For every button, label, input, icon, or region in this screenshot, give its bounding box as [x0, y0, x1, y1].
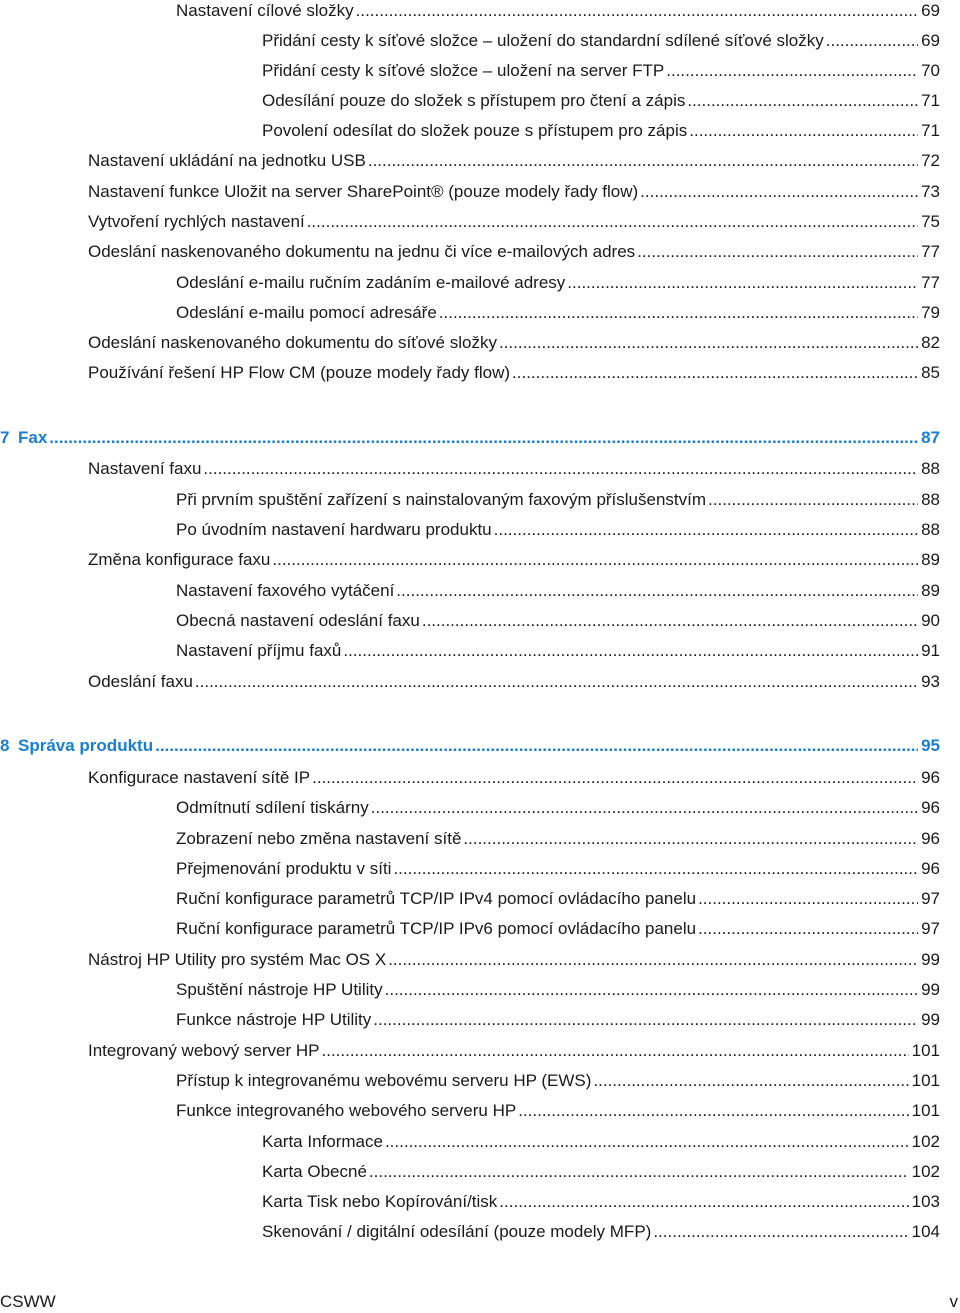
toc-entry[interactable]	[176, 640, 940, 662]
toc-entry[interactable]	[88, 671, 940, 693]
toc-entry-page: 103	[911, 1192, 940, 1211]
dot-leader	[393, 858, 918, 880]
dot-leader	[49, 427, 918, 449]
toc-entry-title: Nástroj HP Utility pro systém Mac OS X	[88, 950, 387, 969]
toc-entry-page: 89	[921, 581, 940, 600]
toc-entry-page: 101	[911, 1101, 940, 1120]
toc-entry-title: Změna konfigurace faxu	[88, 550, 271, 569]
toc-entry-page: 101	[911, 1041, 940, 1060]
toc-entry[interactable]	[176, 858, 940, 880]
toc-entry-title: Nastavení faxu	[88, 459, 202, 478]
toc-entry-title: Při prvním spuštění zařízení s nainstalovaným faxovým příslušenstvím	[176, 490, 707, 509]
toc-entry-title: Nastavení cílové složky	[176, 1, 354, 20]
toc-entry[interactable]	[176, 489, 940, 511]
dot-leader	[203, 458, 918, 480]
toc-entry-title: Přidání cesty k síťové složce – uložení na server FTP	[262, 61, 665, 80]
toc-entry-page: 101	[911, 1071, 940, 1090]
toc-entry-page: 88	[921, 490, 940, 509]
toc-entry-page: 99	[921, 1010, 940, 1029]
dot-leader	[698, 918, 918, 940]
toc-entry-page: 95	[921, 736, 940, 755]
dot-leader	[593, 1070, 908, 1092]
toc-entry-page: 85	[921, 363, 940, 382]
dot-leader	[689, 120, 918, 142]
toc-entry[interactable]	[176, 1070, 940, 1092]
toc-entry-page: 96	[921, 768, 940, 787]
page-number: v	[949, 1292, 958, 1311]
toc-entry-title: Nastavení příjmu faxů	[176, 641, 342, 660]
dot-leader	[272, 549, 918, 571]
toc-entry[interactable]	[262, 90, 940, 112]
toc-entry-title: Integrovaný webový server HP	[88, 1041, 320, 1060]
toc-entry-title: Odeslání e-mailu pomocí adresáře	[176, 303, 437, 322]
toc-entry-page: 72	[921, 151, 940, 170]
toc-entry-page: 102	[911, 1132, 940, 1151]
toc-chapter-entry[interactable]	[0, 735, 940, 757]
dot-leader	[371, 797, 918, 819]
toc-entry[interactable]	[176, 580, 940, 602]
toc-entry[interactable]	[88, 549, 940, 571]
toc-entry[interactable]	[262, 30, 940, 52]
toc-entry-page: 99	[921, 950, 940, 969]
toc-entry[interactable]	[176, 979, 940, 1001]
dot-leader	[195, 671, 918, 693]
toc-entry-title: Přístup k integrovanému webovému serveru HP (EWS)	[176, 1071, 592, 1090]
dot-leader	[312, 767, 918, 789]
toc-entry-page: 99	[921, 980, 940, 999]
toc-entry[interactable]	[176, 797, 940, 819]
toc-entry-title: Skenování / digitální odesílání (pouze modely MFP)	[262, 1222, 652, 1241]
toc-entry-title: Nastavení ukládání na jednotku USB	[88, 151, 366, 170]
toc-entry-page: 102	[911, 1162, 940, 1181]
toc-entry[interactable]	[262, 60, 940, 82]
toc-entry-title: Funkce integrovaného webového serveru HP	[176, 1101, 517, 1120]
toc-entry-page: 88	[921, 520, 940, 539]
toc-entry-title: Obecná nastavení odeslání faxu	[176, 611, 420, 630]
dot-leader	[518, 1100, 908, 1122]
toc-entry-page: 91	[921, 641, 940, 660]
dot-leader	[396, 580, 918, 602]
toc-entry-title: Povolení odesílat do složek pouze s přístupem pro zápis	[262, 121, 688, 140]
toc-chapter-entry[interactable]	[0, 427, 940, 449]
dot-leader	[640, 181, 918, 203]
toc-entry-title: Správa produktu	[18, 736, 154, 755]
dot-leader	[373, 1009, 918, 1031]
toc-entry[interactable]	[88, 949, 940, 971]
toc-entry-page: 69	[921, 31, 940, 50]
footer-label: CSWW	[0, 1292, 56, 1311]
toc-entry-title: Konfigurace nastavení sítě IP	[88, 768, 311, 787]
toc-entry[interactable]	[176, 918, 940, 940]
toc-entry-title: Používání řešení HP Flow CM (pouze modely řady flow)	[88, 363, 511, 382]
dot-leader	[826, 30, 918, 52]
toc-entry-title: Přidání cesty k síťové složce – uložení do standardní sdílené síťové složky	[262, 31, 824, 50]
chapter-number: 7	[0, 428, 10, 447]
toc-entry-page: 73	[921, 182, 940, 201]
toc-entry[interactable]	[262, 120, 940, 142]
dot-leader	[666, 60, 918, 82]
toc-entry-page: 88	[921, 459, 940, 478]
toc-entry[interactable]	[88, 458, 940, 480]
toc-entry-title: Zobrazení nebo změna nastavení sítě	[176, 829, 462, 848]
toc-entry-page: 96	[921, 859, 940, 878]
toc-entry-title: Ruční konfigurace parametrů TCP/IP IPv6 pomocí ovládacího panelu	[176, 919, 697, 938]
toc-entry[interactable]	[262, 1191, 940, 1213]
toc-entry[interactable]	[262, 1131, 940, 1153]
toc-entry[interactable]	[88, 241, 940, 263]
toc-entry-title: Karta Obecné	[262, 1162, 367, 1181]
toc-entry-title: Odmítnutí sdílení tiskárny	[176, 798, 369, 817]
toc-entry-page: 77	[921, 242, 940, 261]
toc-entry-page: 104	[911, 1222, 940, 1241]
dot-leader	[388, 949, 918, 971]
dot-leader	[343, 640, 918, 662]
dot-leader	[494, 519, 918, 541]
dot-leader	[463, 828, 918, 850]
dot-leader	[422, 610, 918, 632]
toc-entry-page: 77	[921, 273, 940, 292]
toc-entry-page: 70	[921, 61, 940, 80]
dot-leader	[369, 1161, 909, 1183]
toc-entry-title: Spuštění nástroje HP Utility	[176, 980, 383, 999]
toc-entry[interactable]	[176, 888, 940, 910]
toc-entry[interactable]	[88, 767, 940, 789]
toc-entry-page: 69	[921, 1, 940, 20]
toc-entry-page: 87	[921, 428, 940, 447]
toc-entry[interactable]	[176, 302, 940, 324]
dot-leader	[512, 362, 918, 384]
toc-entry[interactable]	[176, 610, 940, 632]
toc-entry-page: 82	[921, 333, 940, 352]
toc-entry[interactable]	[262, 1221, 940, 1243]
dot-leader	[708, 489, 918, 511]
toc-entry-page: 89	[921, 550, 940, 569]
toc-entry-title: Funkce nástroje HP Utility	[176, 1010, 372, 1029]
toc-entry-title: Odeslání faxu	[88, 672, 193, 691]
toc-entry-page: 96	[921, 829, 940, 848]
dot-leader	[322, 1040, 909, 1062]
toc-entry-page: 97	[921, 919, 940, 938]
toc-entry-page: 79	[921, 303, 940, 322]
toc-entry[interactable]	[88, 1040, 940, 1062]
toc-entry-title: Vytvoření rychlých nastavení	[88, 212, 305, 231]
dot-leader	[155, 735, 918, 757]
dot-leader	[687, 90, 918, 112]
toc-entry[interactable]	[262, 1161, 940, 1183]
toc-entry-page: 71	[921, 91, 940, 110]
toc-entry[interactable]	[88, 181, 940, 203]
toc-entry-page: 71	[921, 121, 940, 140]
toc-entry[interactable]	[88, 211, 940, 233]
toc-entry-title: Přejmenování produktu v síti	[176, 859, 392, 878]
toc-entry[interactable]	[176, 1100, 940, 1122]
toc-entry-page: 75	[921, 212, 940, 231]
toc-entry[interactable]	[88, 150, 940, 172]
dot-leader	[637, 241, 918, 263]
toc-entry-title: Fax	[18, 428, 48, 447]
toc-entry-title: Karta Tisk nebo Kopírování/tisk	[262, 1192, 498, 1211]
toc-entry-page: 93	[921, 672, 940, 691]
toc-entry[interactable]	[176, 828, 940, 850]
toc-entry-title: Po úvodním nastavení hardwaru produktu	[176, 520, 492, 539]
toc-entry-page: 96	[921, 798, 940, 817]
chapter-number: 8	[0, 736, 10, 755]
toc-entry-title: Odesílání pouze do složek s přístupem pro čtení a zápis	[262, 91, 686, 110]
toc-entry-title: Odeslání naskenovaného dokumentu na jednu či více e-mailových adres	[88, 242, 636, 261]
toc-entry-title: Ruční konfigurace parametrů TCP/IP IPv4 pomocí ovládacího panelu	[176, 889, 697, 908]
dot-leader	[439, 302, 918, 324]
toc-entry-page: 90	[921, 611, 940, 630]
dot-leader	[698, 888, 918, 910]
toc-entry[interactable]	[176, 1009, 940, 1031]
dot-leader	[356, 0, 918, 22]
dot-leader	[499, 332, 918, 354]
dot-leader	[567, 272, 918, 294]
toc-entry-title: Odeslání e-mailu ručním zadáním e-mailové adresy	[176, 273, 566, 292]
toc-entry-title: Nastavení funkce Uložit na server SharePoint® (pouze modely řady flow)	[88, 182, 639, 201]
dot-leader	[368, 150, 918, 172]
toc-entry[interactable]	[176, 519, 940, 541]
dot-leader	[307, 211, 918, 233]
dot-leader	[499, 1191, 908, 1213]
toc-entry[interactable]	[176, 272, 940, 294]
toc-entry-title: Odeslání naskenovaného dokumentu do síťové složky	[88, 333, 497, 352]
toc-entry-title: Nastavení faxového vytáčení	[176, 581, 395, 600]
toc-entry-title: Karta Informace	[262, 1132, 383, 1151]
toc-entry[interactable]	[176, 0, 940, 22]
dot-leader	[653, 1221, 908, 1243]
toc-entry-page: 97	[921, 889, 940, 908]
dot-leader	[385, 1131, 909, 1153]
toc-entry[interactable]	[88, 332, 940, 354]
toc-entry[interactable]	[88, 362, 940, 384]
dot-leader	[385, 979, 918, 1001]
